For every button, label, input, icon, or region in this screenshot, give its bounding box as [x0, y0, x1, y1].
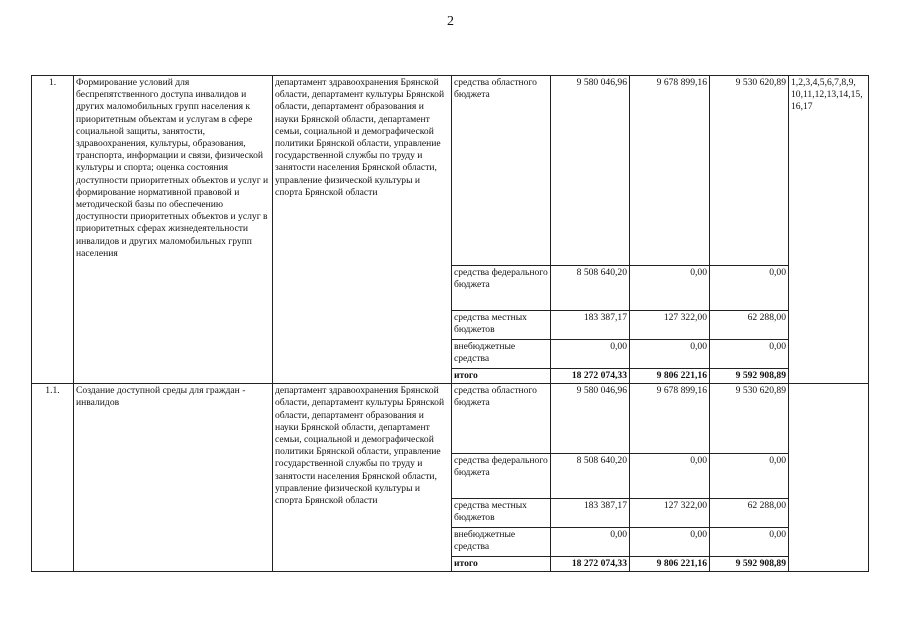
funding-value-3: 62 288,00	[710, 499, 789, 528]
funding-source: средства областного бюджета	[452, 384, 551, 454]
funding-value-3: 0,00	[710, 454, 789, 499]
funding-value-2: 0,00	[630, 528, 710, 557]
funding-value-1: 183 387,17	[551, 499, 630, 528]
funding-value-2: 9 678 899,16	[630, 384, 710, 454]
funding-total-label: итого	[452, 557, 551, 572]
funding-value-1: 9 580 046,96	[551, 384, 630, 454]
funding-value-1: 0,00	[551, 340, 630, 369]
indicators-cell	[789, 384, 869, 572]
funding-source: средства федерального бюджета	[452, 454, 551, 499]
funding-value-1: 183 387,17	[551, 311, 630, 340]
table-row	[32, 76, 869, 266]
funding-value-2: 0,00	[630, 340, 710, 369]
funding-value-2: 9 678 899,16	[630, 76, 710, 266]
funding-total-1: 18 272 074,33	[551, 369, 630, 384]
funding-total-2: 9 806 221,16	[630, 369, 710, 384]
funding-value-3: 0,00	[710, 266, 789, 311]
executor-cell: департамент здравоохранения Брянской области, департамент культуры Брянской области, департамент образования и науки Брянской области, департамент семьи, социальной и демографической политики Брянской области, управление государственной службы по труду и занятости населения Брянской области, управление физической культуры и спорта Брянской области	[273, 384, 452, 572]
funding-value-2: 0,00	[630, 266, 710, 311]
funding-total-label: итого	[452, 369, 551, 384]
funding-source: внебюджетные средства	[452, 528, 551, 557]
table-row	[32, 384, 869, 454]
funding-value-2: 0,00	[630, 454, 710, 499]
funding-value-3: 0,00	[710, 340, 789, 369]
funding-source: средства областного бюджета	[452, 76, 551, 266]
funding-total-3: 9 592 908,89	[710, 369, 789, 384]
funding-value-3: 9 530 620,89	[710, 384, 789, 454]
funding-value-2: 127 322,00	[630, 499, 710, 528]
executor-cell: департамент здравоохранения Брянской области, департамент культуры Брянской области, департамент образования и науки Брянской области, департамент семьи, социальной и демографической политики Брянской области, управление государственной службы по труду и занятости населения Брянской области, управление физической культуры и спорта Брянской области	[273, 76, 452, 384]
funding-value-1: 0,00	[551, 528, 630, 557]
funding-value-1: 8 508 640,20	[551, 266, 630, 311]
funding-value-2: 127 322,00	[630, 311, 710, 340]
funding-source: средства местных бюджетов	[452, 499, 551, 528]
funding-value-3: 9 530 620,89	[710, 76, 789, 266]
funding-source: средства федерального бюджета	[452, 266, 551, 311]
activity-title: Создание доступной среды для граждан - инвалидов	[74, 384, 273, 572]
funding-source: внебюджетные средства	[452, 340, 551, 369]
funding-value-1: 8 508 640,20	[551, 454, 630, 499]
indicators-cell: 1,2,3,4,5,6,7,8,9, 10,11,12,13,14,15, 16,17	[789, 76, 869, 384]
row-index: 1.1.	[32, 384, 74, 572]
funding-total-2: 9 806 221,16	[630, 557, 710, 572]
activity-title: Формирование условий для беспрепятственного доступа инвалидов и других маломобильных групп населения к приоритетным объектам и услугам в сфере социальной защиты, занятости, здравоохранения, культуры, образования, транспорта, информации и связи, физической культуры и спорта; оценка состояния доступности приоритетных объектов и услуг и формирование нормативной правовой и методической базы по обеспечению доступности приоритетных объектов и услуг в приоритетных сферах жизнедеятельности инвалидов и других маломобильных групп населения	[74, 76, 273, 384]
funding-source: средства местных бюджетов	[452, 311, 551, 340]
row-index: 1.	[32, 76, 74, 384]
page-number: 2	[447, 14, 454, 29]
funding-value-3: 62 288,00	[710, 311, 789, 340]
funding-total-1: 18 272 074,33	[551, 557, 630, 572]
funding-value-3: 0,00	[710, 528, 789, 557]
funding-value-1: 9 580 046,96	[551, 76, 630, 266]
funding-total-3: 9 592 908,89	[710, 557, 789, 572]
program-funding-table	[31, 75, 869, 572]
